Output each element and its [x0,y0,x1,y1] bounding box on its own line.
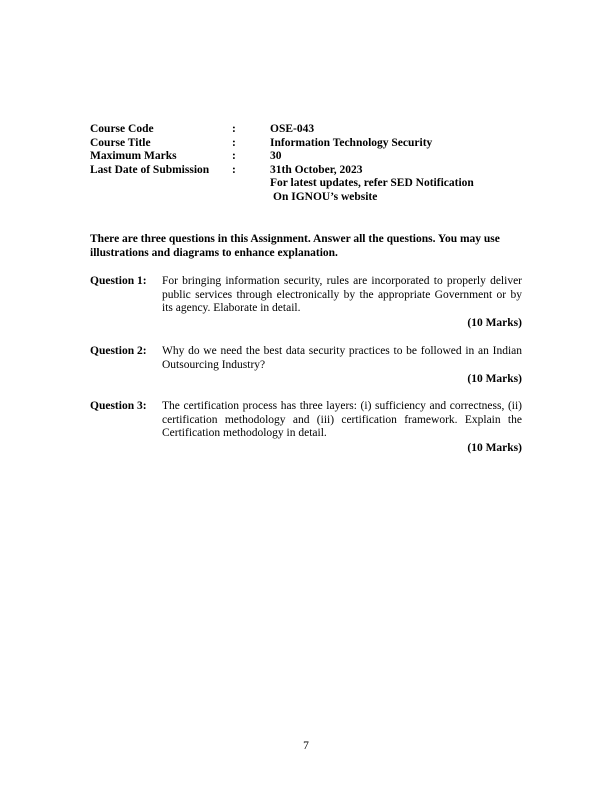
maximum-marks-value: 30 [270,150,282,163]
question-2-marks: (10 Marks) [467,373,522,386]
website-note: On IGNOU’s website [273,190,378,203]
course-code-label: Course Code [90,123,154,135]
question-3 [90,400,522,455]
submission-date-row [90,164,530,178]
page-number: 7 [303,740,309,752]
question-1 [90,275,522,330]
question-2-text: Why do we need the best data security practices to be followed in an Indian Outsourcing Industry? [162,345,522,371]
course-title-value: Information Technology Security [270,136,433,149]
course-code-row [90,123,530,137]
assignment-instructions: There are three questions in this Assignment. Answer all the questions. You may use illustrations and diagrams to enhance explanation. [90,233,500,259]
course-code-colon: : [232,123,236,135]
course-info-block [90,123,530,205]
question-3-text: The certification process has three layers: (i) sufficiency and correctness, (ii) certification methodology and (iii) certification framework. Explain the Certification methodology in detail. [162,400,522,440]
question-1-label: Question 1: [90,275,147,287]
question-1-marks: (10 Marks) [467,316,522,329]
question-3-label: Question 3: [90,400,147,412]
course-title-label: Course Title [90,136,151,149]
course-code-value: OSE-043 [270,123,315,135]
course-title-row [90,137,530,151]
maximum-marks-label: Maximum Marks [90,150,177,163]
maximum-marks-row [90,150,530,164]
submission-date-colon: : [232,163,236,176]
question-2 [90,345,522,387]
maximum-marks-colon: : [232,150,236,163]
question-3-marks: (10 Marks) [467,441,522,454]
course-title-colon: : [232,136,236,149]
question-2-label: Question 2: [90,345,147,357]
question-1-text: For bringing information security, rules are incorporated to properly deliver public services through electronically by the appropriate Government or by its agency. Elaborate in detail. [162,275,522,315]
submission-date-label: Last Date of Submission [90,163,210,176]
submission-date-value: 31th October, 2023 [270,163,363,176]
updates-note: For latest updates, refer SED Notification [270,177,474,190]
